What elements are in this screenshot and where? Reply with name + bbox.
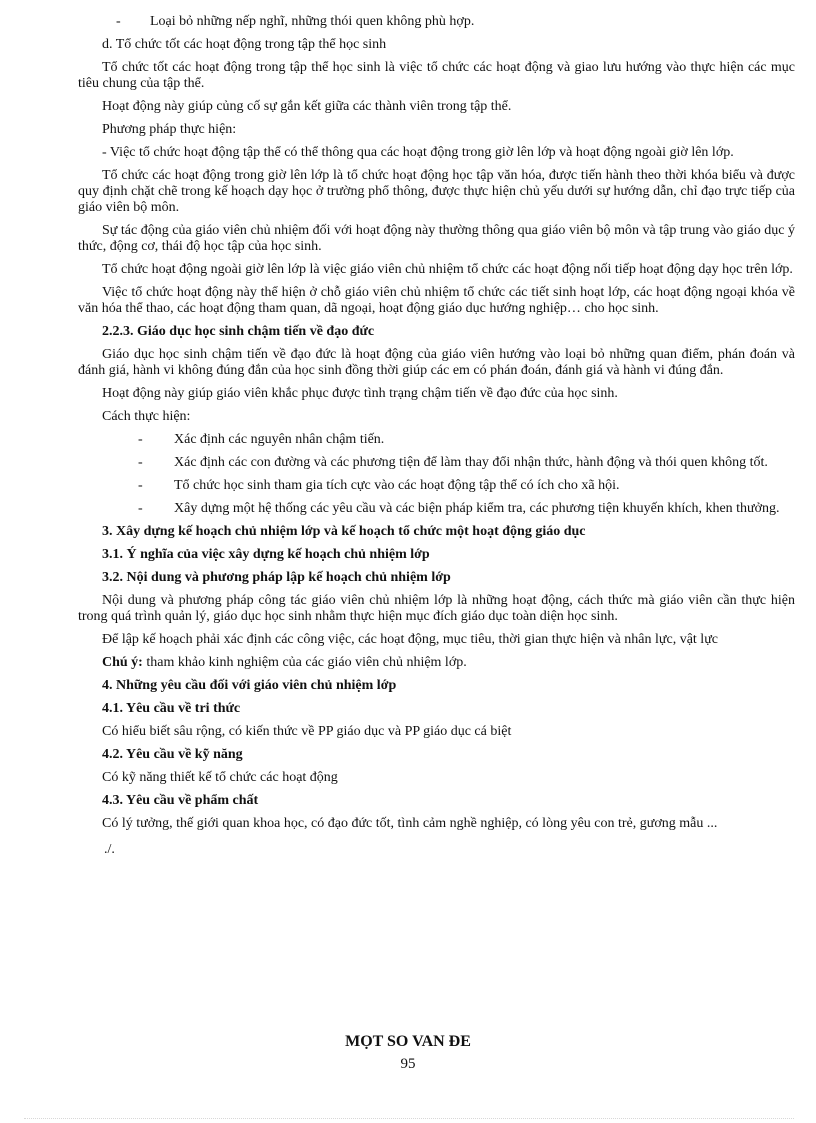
- section-heading: 3. Xây dựng kế hoạch chủ nhiệm lớp và kế hoạch tổ chức một hoạt động giáo dục: [102, 524, 586, 539]
- body-paragraph: d. Tổ chức tốt các hoạt động trong tập thể học sinh: [102, 37, 387, 52]
- section-heading: 2.2.3. Giáo dục học sinh chậm tiến về đạo đức: [102, 324, 375, 339]
- bullet-item: [78, 478, 795, 494]
- bullet-text: Tổ chức học sinh tham gia tích cực vào các hoạt động tập thể có ích cho xã hội.: [174, 478, 620, 493]
- body-paragraph: Để lập kế hoạch phải xác định các công việc, các hoạt động, mục tiêu, thời gian thực hiện và nhân lực, vật lực: [102, 632, 718, 647]
- note-label: Chú ý:: [102, 655, 143, 670]
- body-paragraph: Tổ chức các hoạt động trong giờ lên lớp là tổ chức hoạt động học tập văn hóa, được tiến hành theo thời khóa biểu và được quy định chặt chẽ trong kế hoạch dạy học ở trường phổ thông, được thực hiện chủ yếu dưới sự hướng dẫn, chỉ đạo trực tiếp của giáo viên bộ môn.: [78, 168, 795, 215]
- body-paragraph: Tổ chức hoạt động ngoài giờ lên lớp là việc giáo viên chủ nhiệm tổ chức các hoạt động nối tiếp hoạt động dạy học trên lớp.: [102, 262, 793, 277]
- body-paragraph: Phương pháp thực hiện:: [102, 122, 237, 137]
- bullet-item: [78, 14, 795, 30]
- body-paragraph: Tổ chức tốt các hoạt động trong tập thể học sinh là việc tổ chức các hoạt động và giao lưu hướng vào thực hiện các mục tiêu chung của tập thể.: [78, 60, 795, 91]
- section-heading: 4.3. Yêu cầu về phẩm chất: [102, 793, 259, 808]
- body-paragraph: Hoạt động này giúp củng cố sự gắn kết giữa các thành viên trong tập thể.: [102, 99, 512, 114]
- footer-title: MỌT SO VAN ĐE: [345, 1033, 471, 1050]
- body-paragraph: Nội dung và phương pháp công tác giáo viên chủ nhiệm lớp là những hoạt động, cách thức mà giáo viên cần thực hiện trong quá trình quản lý, giáo dục học sinh nhằm thực hiện mục đích giáo dục toàn diện học sinh.: [78, 593, 795, 624]
- note-text: tham khảo kinh nghiệm của các giáo viên chủ nhiệm lớp.: [142, 655, 467, 670]
- section-heading: 4. Những yêu cầu đối với giáo viên chủ nhiệm lớp: [102, 678, 397, 693]
- body-paragraph: Có hiểu biết sâu rộng, có kiến thức về PP giáo dục và PP giáo dục cá biệt: [102, 724, 512, 739]
- body-paragraph: Việc tổ chức hoạt động này thể hiện ở chỗ giáo viên chủ nhiệm tổ chức các tiết sinh hoạt lớp, các hoạt động ngoại khóa về văn hóa thể thao, các hoạt động tham quan, dã ngoại, hoạt động giáo dục hướng nghiệp… cho học sinh.: [78, 285, 795, 316]
- bullet-text: Loại bỏ những nếp nghĩ, những thói quen không phù hợp.: [150, 14, 475, 29]
- section-heading: 4.1. Yêu cầu về tri thức: [102, 701, 241, 716]
- bullet-marker: -: [116, 14, 121, 29]
- bullet-text: Xác định các con đường và các phương tiện để làm thay đổi nhận thức, hành động và thói quen không tốt.: [174, 455, 768, 470]
- body-paragraph: Cách thực hiện:: [102, 409, 191, 424]
- bullet-item: [78, 432, 795, 448]
- body-paragraph: Giáo dục học sinh chậm tiến về đạo đức là hoạt động của giáo viên hướng vào loại bỏ những quan điểm, phán đoán và đánh giá, hành vi không đúng đắn của học sinh đồng thời giúp các em có phán đoán, đánh giá và hành vi đúng đắn.: [78, 347, 795, 378]
- bottom-rule: [24, 1118, 794, 1119]
- note-paragraph: [78, 655, 795, 671]
- bullet-marker: -: [138, 478, 143, 493]
- section-heading: 4.2. Yêu cầu về kỹ năng: [102, 747, 243, 762]
- bullet-item: [78, 501, 795, 517]
- body-paragraph: Có kỹ năng thiết kế tổ chức các hoạt động: [102, 770, 338, 785]
- document-body: [78, 14, 795, 858]
- bullet-text: Xây dựng một hệ thống các yêu cầu và các biện pháp kiểm tra, các phương tiện khuyến khích, khen thưởng.: [174, 501, 780, 516]
- body-paragraph: - Việc tổ chức hoạt động tập thể có thể thông qua các hoạt động trong giờ lên lớp và hoạt động ngoài giờ lên lớp.: [102, 145, 734, 160]
- body-paragraph: Sự tác động của giáo viên chủ nhiệm đối với hoạt động này thường thông qua giáo viên bộ môn và tập trung vào giáo dục ý thức, động cơ, thái độ học tập của học sinh.: [78, 223, 795, 254]
- bullet-marker: -: [138, 455, 143, 470]
- bullet-item: [78, 455, 795, 471]
- bullet-marker: -: [138, 501, 143, 516]
- section-heading: 3.1. Ý nghĩa của việc xây dựng kế hoạch chủ nhiệm lớp: [102, 547, 430, 562]
- bullet-marker: -: [138, 432, 143, 447]
- bullet-text: Xác định các nguyên nhân chậm tiến.: [174, 432, 385, 447]
- end-mark: ./.: [104, 842, 115, 857]
- body-paragraph: Có lý tưởng, thế giới quan khoa học, có đạo đức tốt, tình cảm nghề nghiệp, có lòng yêu con trẻ, gương mẫu ...: [102, 816, 718, 831]
- body-paragraph: Hoạt động này giúp giáo viên khắc phục được tình trạng chậm tiến về đạo đức của học sinh.: [102, 386, 618, 401]
- page-number: 95: [400, 1056, 416, 1072]
- section-heading: 3.2. Nội dung và phương pháp lập kế hoạch chủ nhiệm lớp: [102, 570, 451, 585]
